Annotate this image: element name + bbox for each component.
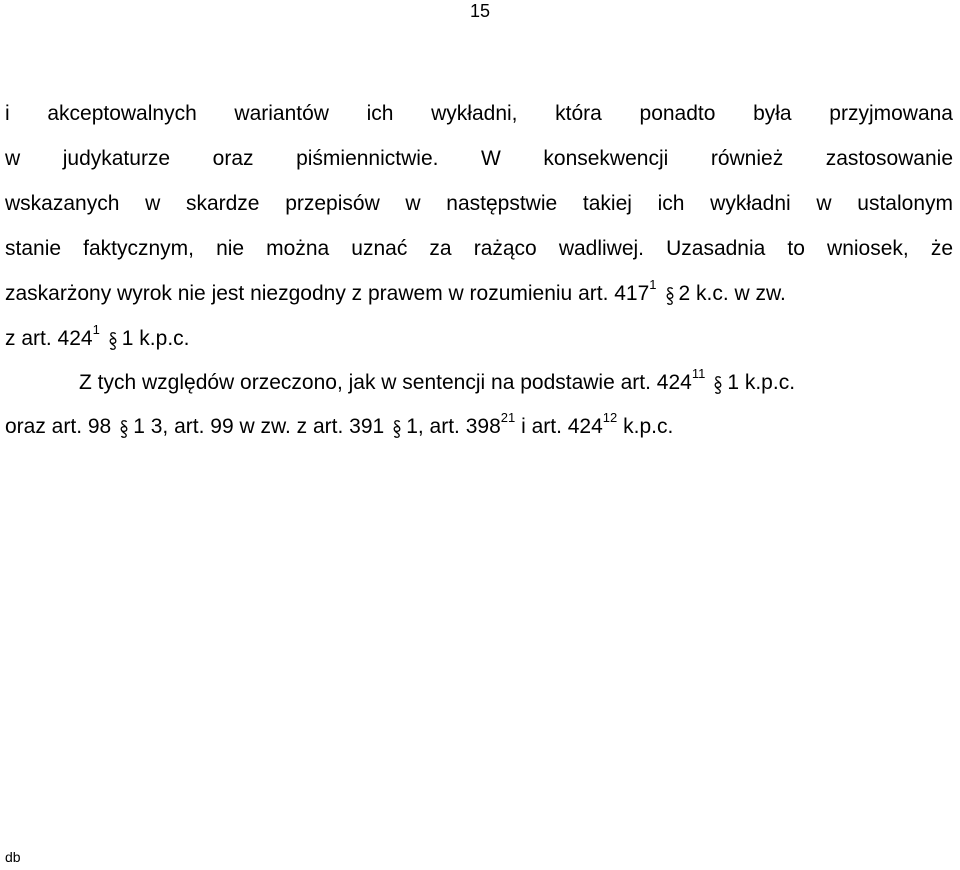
section-sign-icon (665, 286, 675, 306)
superscript: 1 (92, 322, 100, 337)
body-line-5 (5, 277, 953, 307)
page-number: 15 (469, 1, 491, 21)
line-5-text-a: zaskarżony wyrok nie jest niezgodny z prawem w rozumieniu art. 417 (5, 282, 650, 305)
footer-initials: db (5, 849, 21, 865)
line-8-text-c: 1, art. 398 (406, 415, 501, 438)
body-line-4: stanie faktycznym, nie można uznać za rażąco wadliwej. Uzasadnia to wniosek, że (5, 237, 953, 260)
superscript: 21 (500, 410, 516, 425)
line-8-text-d: i art. 424 (521, 415, 603, 438)
body-line-6 (5, 322, 953, 352)
superscript: 11 (691, 366, 706, 381)
section-sign-icon (713, 375, 723, 395)
line-8-text-a: oraz art. 98 (5, 415, 112, 438)
body-line-8 (5, 410, 953, 440)
body-line-7 (79, 366, 953, 396)
line-5-text-b: 2 k.c. w zw. (678, 282, 786, 305)
superscript: 1 (649, 277, 657, 292)
body-line-1: i akceptowalnych wariantów ich wykładni, która ponadto była przyjmowana (5, 102, 953, 125)
line-6-text-a: z art. 424 (5, 327, 93, 350)
section-sign-icon (119, 419, 129, 439)
line-8-text-b: 1 3, art. 99 w zw. z art. 391 (133, 415, 385, 438)
line-6-text-b: 1 k.p.c. (121, 327, 190, 350)
superscript: 12 (602, 410, 618, 425)
body-line-3: wskazanych w skardze przepisów w następstwie takiej ich wykładni w ustalonym (5, 192, 953, 215)
line-7-text-b: 1 k.p.c. (727, 371, 796, 394)
body-line-2: w judykaturze oraz piśmiennictwie. W konsekwencji również zastosowanie (5, 147, 953, 170)
section-sign-icon (108, 331, 118, 351)
line-7-text-a: Z tych względów orzeczono, jak w sentencji na podstawie art. 424 (79, 371, 692, 394)
section-sign-icon (392, 419, 402, 439)
line-8-text-e: k.p.c. (623, 415, 674, 438)
